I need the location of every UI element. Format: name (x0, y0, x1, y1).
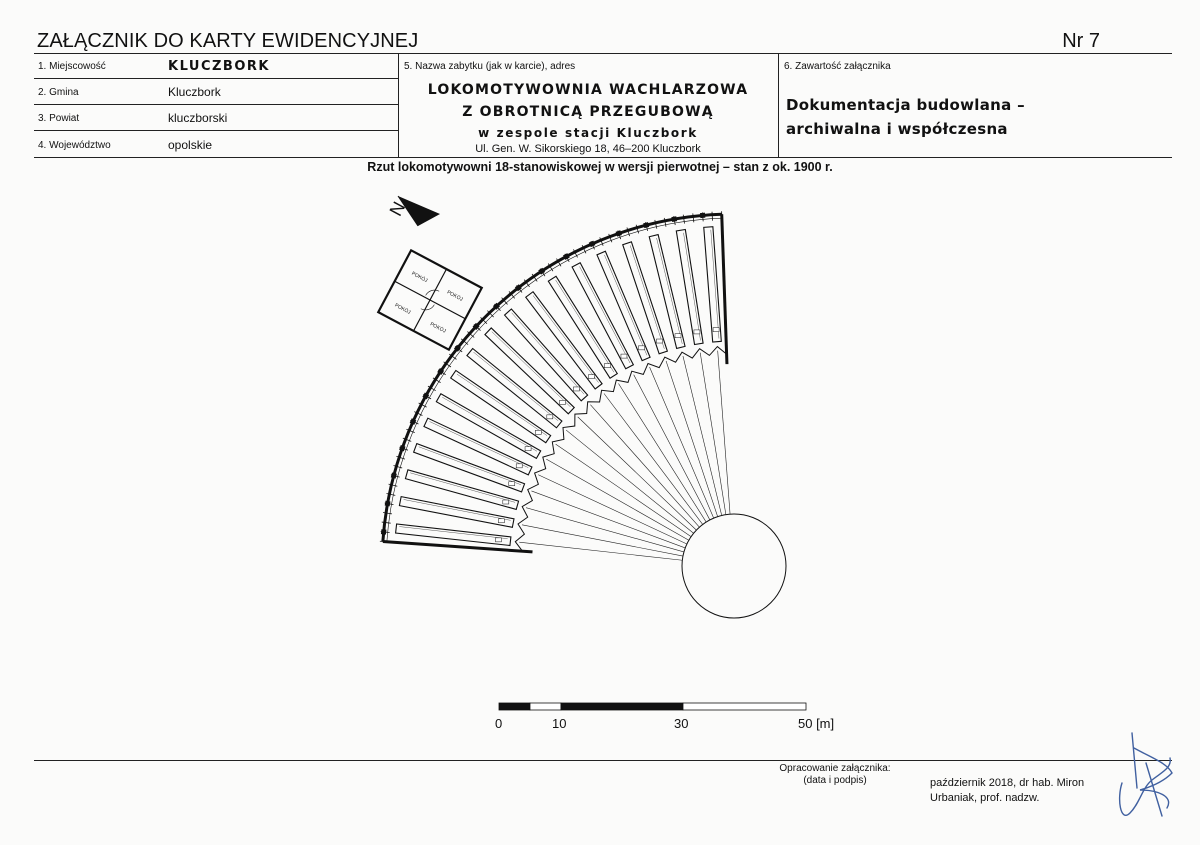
track-line (556, 444, 691, 536)
footer-rule (34, 760, 1172, 761)
prepared-label: Opracowanie załącznika: (779, 763, 891, 774)
scale-bar (499, 703, 806, 710)
buttress (643, 222, 649, 228)
monument-name-line2: Z OBROTNICĄ PRZEGUBOWĄ (462, 104, 714, 120)
monument-name-line3: w zespole stacji Kluczbork (478, 126, 698, 140)
annex-title: ZAŁĄCZNIK DO KARTY EWIDENCYJNEJ (37, 30, 419, 52)
gmina-value: Kluczbork (168, 85, 221, 99)
north-label: N (385, 198, 410, 220)
track-line (666, 361, 718, 517)
scale-bar-segment (561, 703, 683, 710)
pit-rail (399, 527, 507, 539)
wojewodztwo-value: opolskie (168, 138, 213, 152)
pit-rail (711, 230, 719, 339)
pit-rail (684, 233, 701, 341)
buttress (381, 529, 386, 534)
scale-label-10: 10 (552, 716, 567, 731)
scale-bar-segment (530, 703, 561, 710)
stall-number-tag (560, 400, 566, 404)
stall-number-tag (638, 346, 644, 350)
stall-number-tag (588, 375, 594, 379)
pit-rail (430, 422, 529, 468)
track-line (604, 393, 703, 524)
monument-address: Ul. Gen. W. Sikorskiego 18, 46–200 Kluczbork (475, 143, 701, 155)
stall-number-tag (573, 387, 579, 391)
track-line (538, 475, 687, 544)
stall-number-tag (713, 328, 719, 332)
buttress (671, 216, 677, 222)
monument-label: 5. Nazwa zabytku (jak w karcie), adres (404, 61, 576, 72)
gmina-label: 2. Gmina (38, 87, 79, 98)
track-line (718, 351, 730, 515)
stall-number-tag (525, 447, 531, 451)
wojewodztwo-label: 4. Województwo (38, 140, 111, 151)
prepared-date-line2: Urbaniak, prof. nadzw. (930, 792, 1040, 804)
buttress (385, 501, 391, 507)
turntable (682, 514, 786, 618)
scale-label-0: 0 (495, 716, 503, 731)
track-line (546, 459, 689, 540)
track-line (618, 383, 706, 522)
outer-wall-inner-line (387, 218, 722, 542)
wall-tick (382, 522, 391, 523)
track-line (578, 417, 697, 530)
track-line (700, 353, 726, 515)
pit-rail (474, 352, 559, 421)
scale-bar-segment (499, 703, 530, 710)
stall-number-tag (498, 519, 504, 523)
contents-line1: Dokumentacja budowlana – (786, 96, 1025, 114)
scale-label-50: 50 [m] (798, 716, 835, 731)
track-line (590, 405, 699, 528)
prepared-date-line1: październik 2018, dr hab. Miron (930, 777, 1085, 789)
inspection-pit (704, 227, 722, 342)
pit-rail (630, 245, 664, 348)
stall-number-tag (495, 538, 501, 542)
roundhouse-fan (380, 211, 786, 618)
pit-rail (657, 238, 683, 344)
pit-rail (419, 447, 521, 485)
stall-number-tag (535, 430, 541, 434)
room-label: POKÓJ (410, 270, 429, 284)
stall-number-tag (621, 354, 627, 358)
wall-tick (693, 213, 694, 222)
stall-number-tag (675, 334, 681, 338)
track-line (634, 375, 710, 520)
contents-label: 6. Zawartość załącznika (784, 61, 891, 72)
powiat-label: 3. Powiat (38, 113, 80, 124)
room-label: POKÓJ (445, 289, 464, 303)
scale-label-30: 30 (674, 716, 689, 731)
stall-number-tag (509, 482, 515, 486)
buttress (700, 213, 705, 218)
side-wall-north (722, 214, 727, 364)
stall-number-tag (656, 339, 662, 343)
inspection-pit (399, 497, 514, 528)
stall-number-tag (547, 415, 553, 419)
wall-tick (712, 212, 713, 221)
prepared-date-author (930, 776, 1130, 806)
stall-number-tag (516, 464, 522, 468)
pit-rail (442, 397, 537, 451)
office-annex (378, 250, 481, 349)
contents-line2: archiwalna i współczesna (786, 120, 1008, 138)
track-line (566, 430, 693, 533)
powiat-value: kluczborski (168, 111, 228, 125)
annex-number: Nr 7 (1062, 30, 1100, 52)
stall-number-tag (503, 500, 509, 504)
prepared-sub-label: (data i podpis) (803, 775, 867, 786)
north-arrow (386, 196, 440, 226)
room-label: POKÓJ (393, 302, 412, 316)
track-line (531, 491, 685, 548)
drawing-caption: Rzut lokomotywowni 18-stanowiskowej w wersji pierwotnej – stan z ok. 1900 r. (367, 160, 833, 174)
office-annex-block (378, 250, 481, 349)
miejscowosc-label: 1. Miejscowość (38, 61, 106, 72)
stall-number-tag (604, 364, 610, 368)
scale-bar-segment (683, 703, 806, 710)
pit-rail (410, 473, 515, 503)
monument-name-line1: LOKOMOTYWOWNIA WACHLARZOWA (427, 82, 749, 98)
miejscowosc-value: KLUCZBORK (168, 59, 270, 74)
pit-rail (556, 280, 614, 372)
signature-icon (1112, 728, 1182, 828)
room-label: POKÓJ (428, 321, 447, 335)
stall-number-tag (694, 330, 700, 334)
